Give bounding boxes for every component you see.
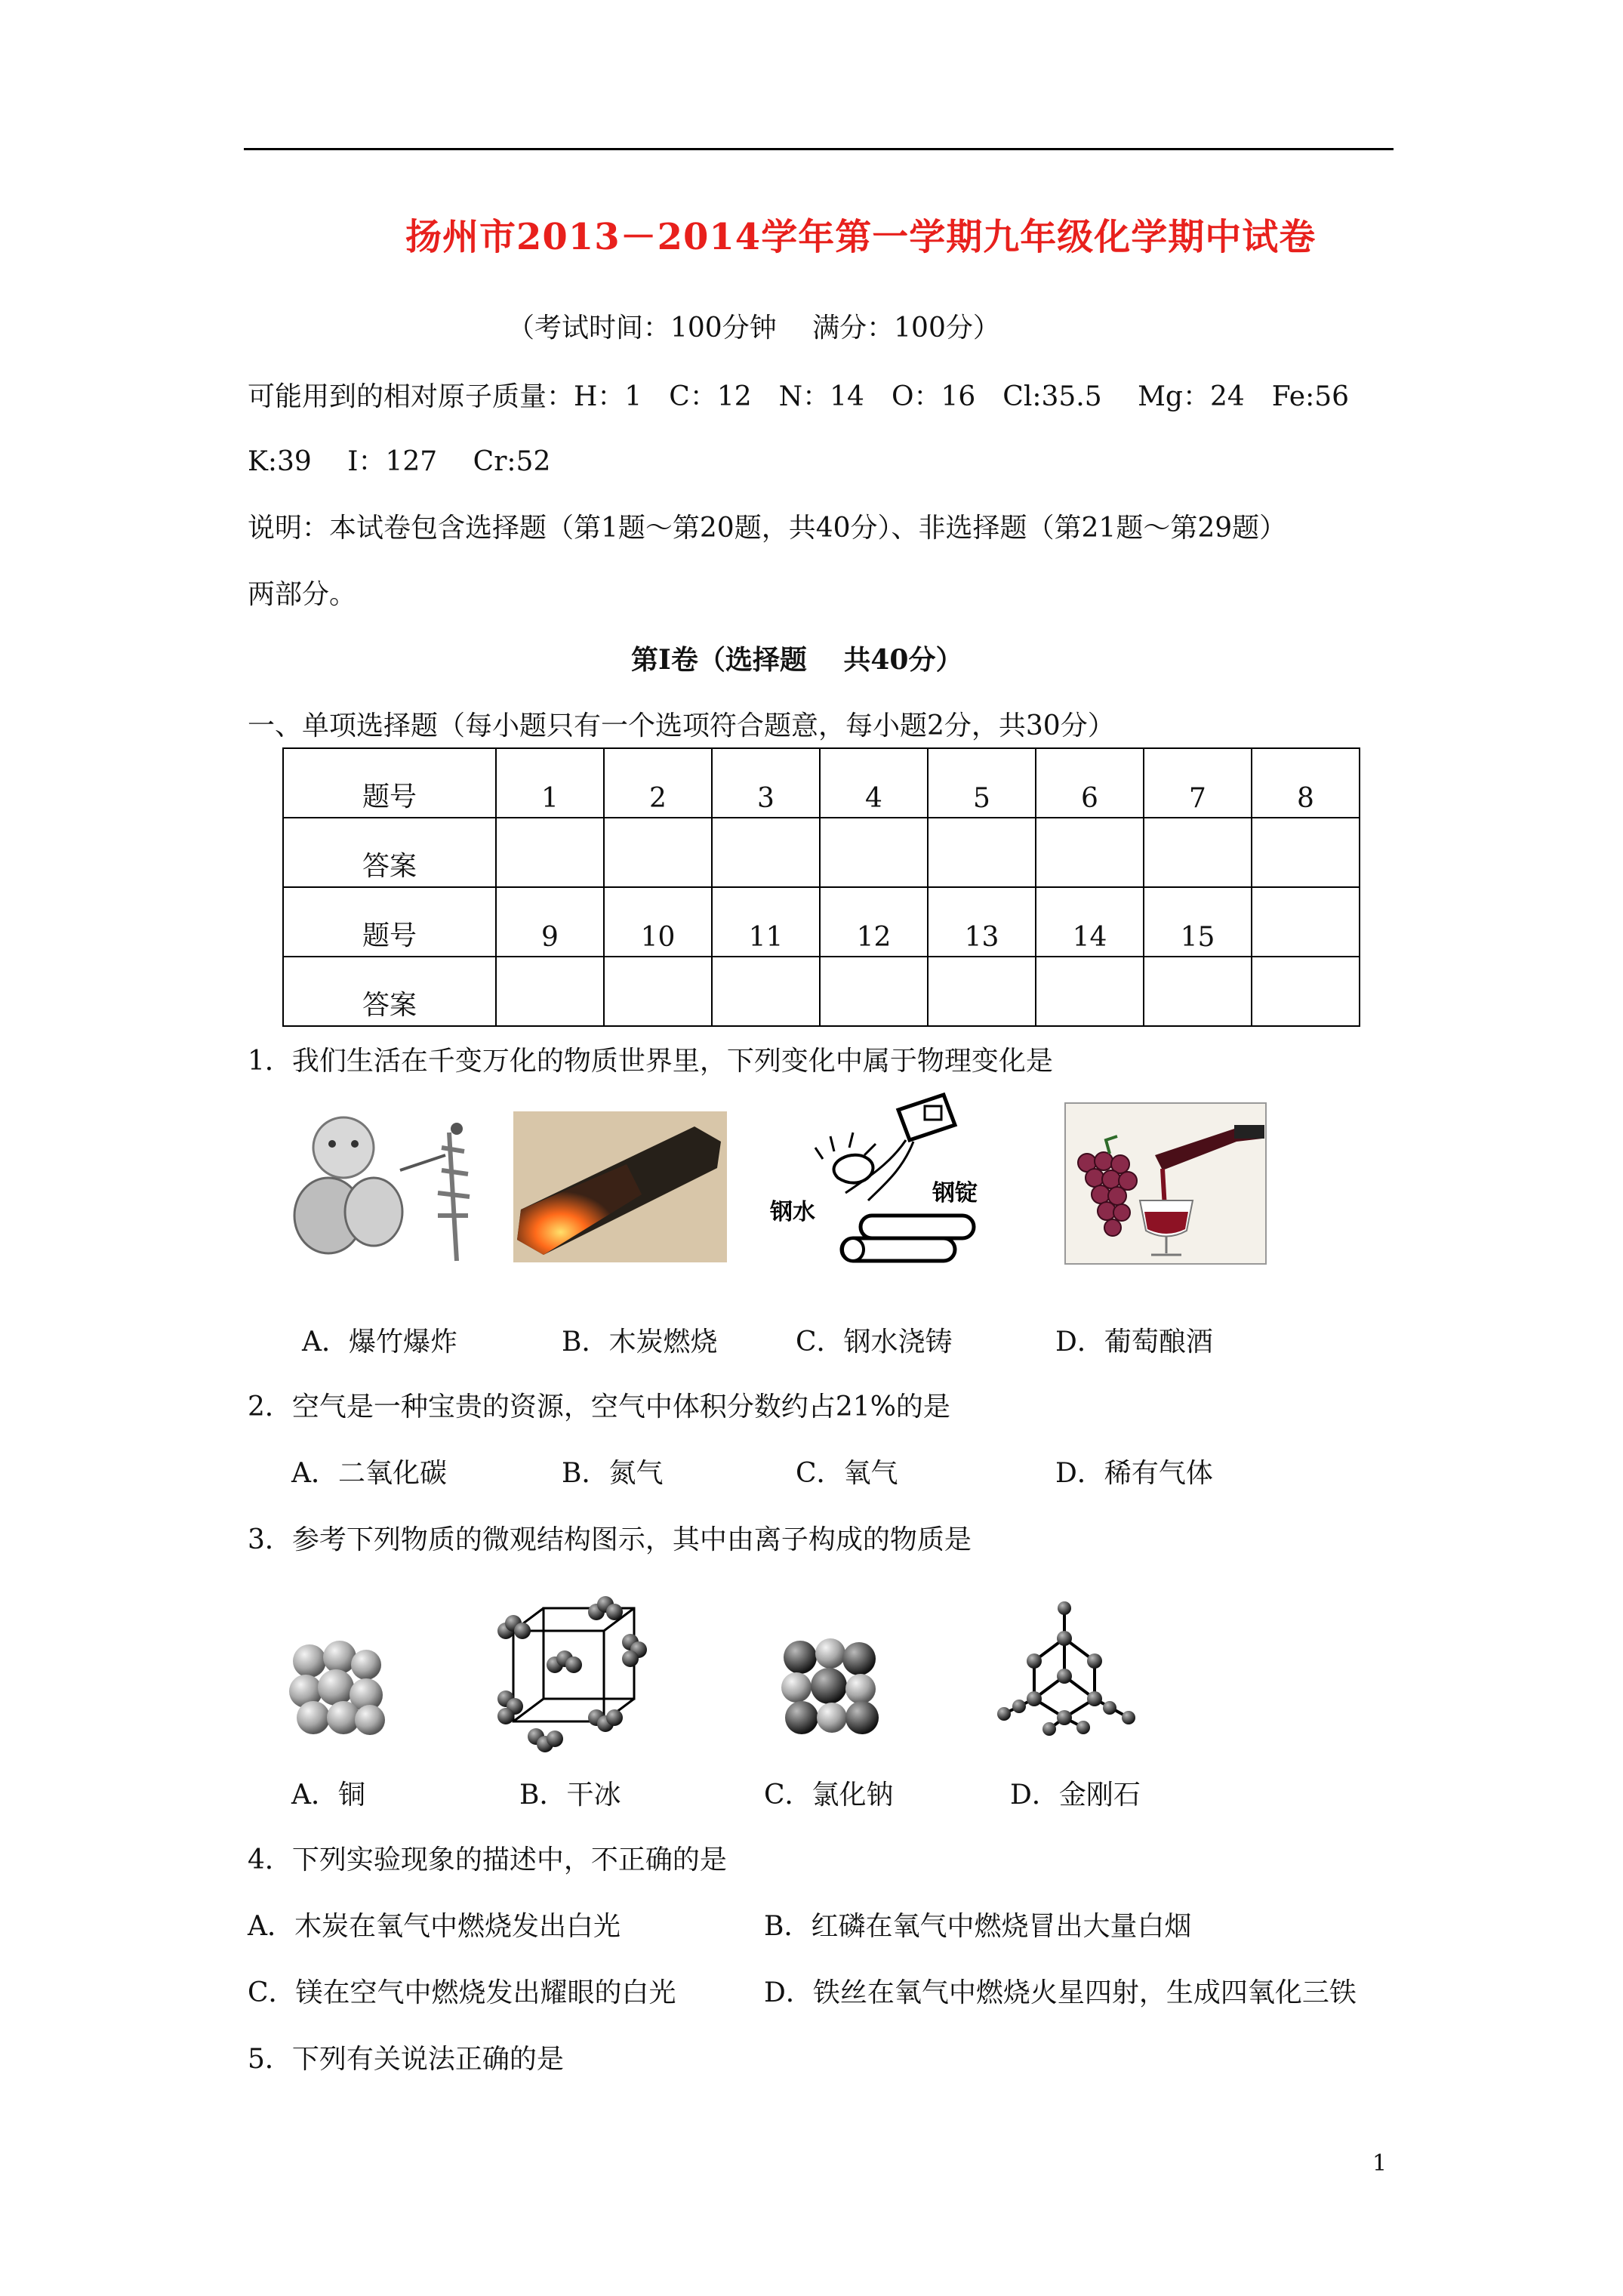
header-rule: [244, 148, 1394, 150]
section-title: 第Ⅰ卷（选择题 共40分）: [631, 644, 963, 676]
answer-table-cell[interactable]: [820, 957, 928, 1026]
answer-table-cell[interactable]: [820, 818, 928, 887]
atomic-mass-line-2: K:39 I：127 Cr:52: [248, 446, 551, 477]
answer-table-cell[interactable]: [604, 957, 712, 1026]
answer-table-cell[interactable]: [1252, 887, 1360, 957]
answer-table-cell[interactable]: 2: [604, 748, 712, 818]
answer-table-row-header: 题号: [283, 748, 496, 818]
q1-option-b: B．木炭燃烧: [562, 1327, 718, 1358]
answer-table-cell[interactable]: [1144, 957, 1252, 1026]
q4-option-d: D．铁丝在氧气中燃烧火星四射，生成四氧化三铁: [764, 1977, 1357, 2008]
q1-option-c: C．钢水浇铸: [796, 1327, 953, 1358]
fig-label-molten-steel: 钢水: [770, 1199, 815, 1225]
note-line-1: 说明：本试卷包含选择题（第1题～第20题，共40分）、非选择题（第21题～第29题）: [248, 513, 1287, 544]
q3-option-a: A．铜: [291, 1780, 365, 1811]
answer-table-cell[interactable]: [496, 818, 604, 887]
page-number: 1: [1372, 2150, 1387, 2177]
answer-table-cell[interactable]: [1144, 818, 1252, 887]
burning-charcoal-image: [513, 1111, 727, 1262]
q4-option-b: B．红磷在氧气中燃烧冒出大量白烟: [764, 1911, 1192, 1942]
q2-option-c: C．氧气: [796, 1458, 898, 1489]
q1-option-a: A．爆竹爆炸: [302, 1327, 457, 1358]
answer-table-cell[interactable]: 6: [1036, 748, 1144, 818]
answer-table-row: [283, 957, 1360, 1026]
diamond-structure-image: [989, 1593, 1155, 1752]
atomic-mass-line-1: 可能用到的相对原子质量：H：1 C：12 N：14 O：16 Cl:35.5 Mg：24 Fe:56: [248, 381, 1350, 412]
answer-table-cell[interactable]: 4: [820, 748, 928, 818]
answer-table-row: [283, 748, 1360, 818]
dry-ice-structure-image: [483, 1589, 657, 1755]
answer-table-cell[interactable]: [928, 957, 1036, 1026]
steel-pouring-image: [755, 1087, 1004, 1284]
answer-table-cell[interactable]: 12: [820, 887, 928, 957]
q4-option-c: C．镁在空气中燃烧发出耀眼的白光: [248, 1977, 676, 2008]
answer-table-cell[interactable]: [1036, 957, 1144, 1026]
answer-table-cell[interactable]: [1252, 818, 1360, 887]
fig-label-steel-ingot: 钢锭: [932, 1180, 978, 1207]
answer-table-cell[interactable]: [1252, 957, 1360, 1026]
answer-table-cell[interactable]: [712, 818, 820, 887]
page-title: 扬州市2013－2014学年第一学期九年级化学期中试卷: [405, 216, 1317, 258]
answer-table-cell[interactable]: 9: [496, 887, 604, 957]
answer-table-cell[interactable]: 5: [928, 748, 1036, 818]
grape-wine-image: [1064, 1102, 1267, 1265]
answer-table-cell[interactable]: [712, 957, 820, 1026]
answer-table-row-header: 题号: [283, 887, 496, 957]
answer-table-cell[interactable]: 15: [1144, 887, 1252, 957]
question-4-stem: 4．下列实验现象的描述中，不正确的是: [248, 1845, 727, 1875]
answer-table-cell[interactable]: 10: [604, 887, 712, 957]
answer-table-cell[interactable]: [604, 818, 712, 887]
exam-info: （考试时间：100分钟 满分：100分）: [507, 313, 1000, 344]
question-2-stem: 2．空气是一种宝贵的资源，空气中体积分数约占21%的是: [248, 1391, 950, 1422]
answer-table: [282, 747, 1360, 1027]
question-1-stem: 1．我们生活在千变万化的物质世界里，下列变化中属于物理变化是: [248, 1046, 1053, 1077]
answer-table-cell[interactable]: [1036, 818, 1144, 887]
answer-table-row-header: 答案: [283, 818, 496, 887]
answer-table-cell[interactable]: [928, 818, 1036, 887]
copper-structure-image: [279, 1631, 393, 1744]
question-3-stem: 3．参考下列物质的微观结构图示，其中由离子构成的物质是: [248, 1524, 972, 1555]
sodium-chloride-structure-image: [770, 1627, 891, 1748]
question-5-stem: 5．下列有关说法正确的是: [248, 2044, 564, 2075]
q2-option-b: B．氮气: [562, 1458, 664, 1489]
firecracker-image: [287, 1102, 491, 1268]
answer-table-cell[interactable]: 8: [1252, 748, 1360, 818]
q3-option-d: D．金刚石: [1010, 1780, 1141, 1811]
q1-option-d: D．葡萄酿酒: [1055, 1327, 1213, 1358]
q2-option-d: D．稀有气体: [1055, 1458, 1213, 1489]
answer-table-cell[interactable]: 14: [1036, 887, 1144, 957]
answer-table-cell[interactable]: 3: [712, 748, 820, 818]
answer-table-row: [283, 887, 1360, 957]
part-one-heading: 一、单项选择题（每小题只有一个选项符合题意，每小题2分，共30分）: [248, 710, 1115, 741]
note-line-2: 两部分。: [248, 579, 357, 610]
q4-option-a: A．木炭在氧气中燃烧发出白光: [248, 1911, 621, 1942]
answer-table-cell[interactable]: 1: [496, 748, 604, 818]
answer-table-row: [283, 818, 1360, 887]
q3-option-c: C．氯化钠: [764, 1780, 894, 1811]
answer-table-row-header: 答案: [283, 957, 496, 1026]
answer-table-cell[interactable]: 7: [1144, 748, 1252, 818]
answer-table-cell[interactable]: 13: [928, 887, 1036, 957]
q3-option-b: B．干冰: [519, 1780, 621, 1811]
q2-option-a: A．二氧化碳: [291, 1458, 447, 1489]
answer-table-cell[interactable]: 11: [712, 887, 820, 957]
answer-table-cell[interactable]: [496, 957, 604, 1026]
